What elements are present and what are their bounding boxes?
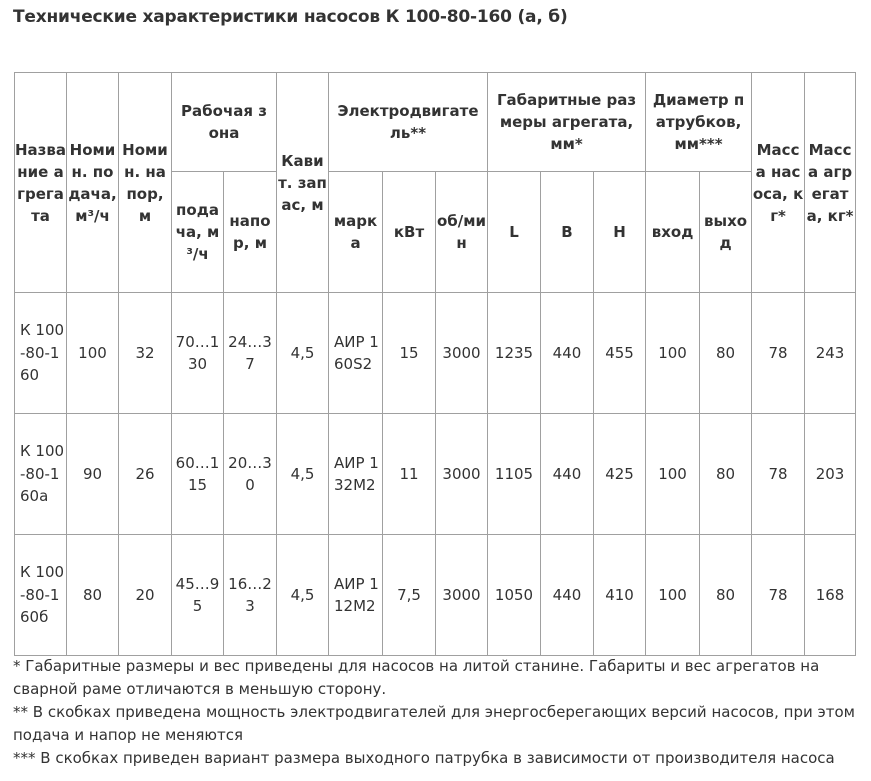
header-row-top [15,73,856,172]
header-pump-mass: Масса насоса, кг* [752,73,805,293]
header-motor-kw: кВт [383,172,436,293]
header-unit-mass: Масса агрегата, кг* [805,73,856,293]
cell-nominal-head: 32 [119,293,172,414]
footnote-outlet-pipe: *** В скобках приведен вариант размера выходного патрубка в зависимости от производителя насоса [13,749,835,767]
header-motor: Электродвигатель** [329,73,488,172]
header-name: Название агрегата [15,73,67,293]
cell-motor-kw: 15 [383,293,436,414]
header-pipe-diameter: Диаметр патрубков, мм*** [646,73,752,172]
cell-dim-l: 1050 [488,535,541,656]
cell-pipe-out: 80 [700,293,752,414]
cell-dim-l: 1235 [488,293,541,414]
cell-wz-head: 24…37 [224,293,277,414]
cell-pipe-in: 100 [646,414,700,535]
header-nominal-head: Номин. напор, м [119,73,172,293]
table-row [15,535,856,656]
header-wz-flow: подача, м³/ч [172,172,224,293]
cell-motor-brand: АИР 160S2 [329,293,383,414]
page-title: Технические характеристики насосов К 100-80-160 (а, б) [13,7,568,27]
cell-dim-b: 440 [541,293,594,414]
footnotes [13,655,858,770]
cell-cavitation: 4,5 [277,293,329,414]
cell-pump-mass: 78 [752,535,805,656]
cell-cavitation: 4,5 [277,535,329,656]
cell-dim-h: 410 [594,535,646,656]
cell-dim-l: 1105 [488,414,541,535]
cell-motor-kw: 7,5 [383,535,436,656]
cell-motor-rpm: 3000 [436,535,488,656]
cell-nominal-head: 20 [119,535,172,656]
cell-name: К 100-80-160 [15,293,67,414]
cell-nominal-flow: 90 [67,414,119,535]
header-dim-b: B [541,172,594,293]
header-motor-brand: марка [329,172,383,293]
cell-wz-head: 20…30 [224,414,277,535]
header-nominal-flow: Номин. подача, м³/ч [67,73,119,293]
header-motor-rpm: об/мин [436,172,488,293]
cell-pipe-in: 100 [646,535,700,656]
header-dimensions: Габаритные размеры агрегата, мм* [488,73,646,172]
cell-dim-h: 425 [594,414,646,535]
cell-pump-mass: 78 [752,414,805,535]
cell-nominal-flow: 100 [67,293,119,414]
cell-cavitation: 4,5 [277,414,329,535]
cell-wz-head: 16…23 [224,535,277,656]
cell-pump-mass: 78 [752,293,805,414]
cell-unit-mass: 203 [805,414,856,535]
header-pipe-in: вход [646,172,700,293]
header-wz-head: напор, м [224,172,277,293]
table-row [15,293,856,414]
cell-nominal-head: 26 [119,414,172,535]
cell-dim-b: 440 [541,414,594,535]
header-dim-h: H [594,172,646,293]
pump-specs-table [14,72,856,656]
cell-dim-h: 455 [594,293,646,414]
header-cavitation: Кавит. запас, м [277,73,329,293]
cell-pipe-out: 80 [700,535,752,656]
header-dim-l: L [488,172,541,293]
footnote-dimensions: * Габаритные размеры и вес приведены для насосов на литой станине. Габариты и вес агрегатов на сварной раме отличаются в меньшую сторону. [13,657,820,698]
cell-motor-brand: АИР 132М2 [329,414,383,535]
cell-name: К 100-80-160а [15,414,67,535]
cell-name: К 100-80-160б [15,535,67,656]
cell-pipe-out: 80 [700,414,752,535]
cell-unit-mass: 168 [805,535,856,656]
header-pipe-out: выход [700,172,752,293]
cell-motor-brand: АИР 112М2 [329,535,383,656]
cell-motor-rpm: 3000 [436,414,488,535]
cell-wz-flow: 70…130 [172,293,224,414]
table-row [15,414,856,535]
cell-motor-kw: 11 [383,414,436,535]
cell-wz-flow: 45…95 [172,535,224,656]
cell-nominal-flow: 80 [67,535,119,656]
footnote-motor-power: ** В скобках приведена мощность электродвигателей для энергосберегающих версий насосов, при этом подача и напор не меняются [13,703,855,744]
cell-wz-flow: 60…115 [172,414,224,535]
cell-unit-mass: 243 [805,293,856,414]
cell-motor-rpm: 3000 [436,293,488,414]
header-work-zone: Рабочая зона [172,73,277,172]
cell-pipe-in: 100 [646,293,700,414]
cell-dim-b: 440 [541,535,594,656]
